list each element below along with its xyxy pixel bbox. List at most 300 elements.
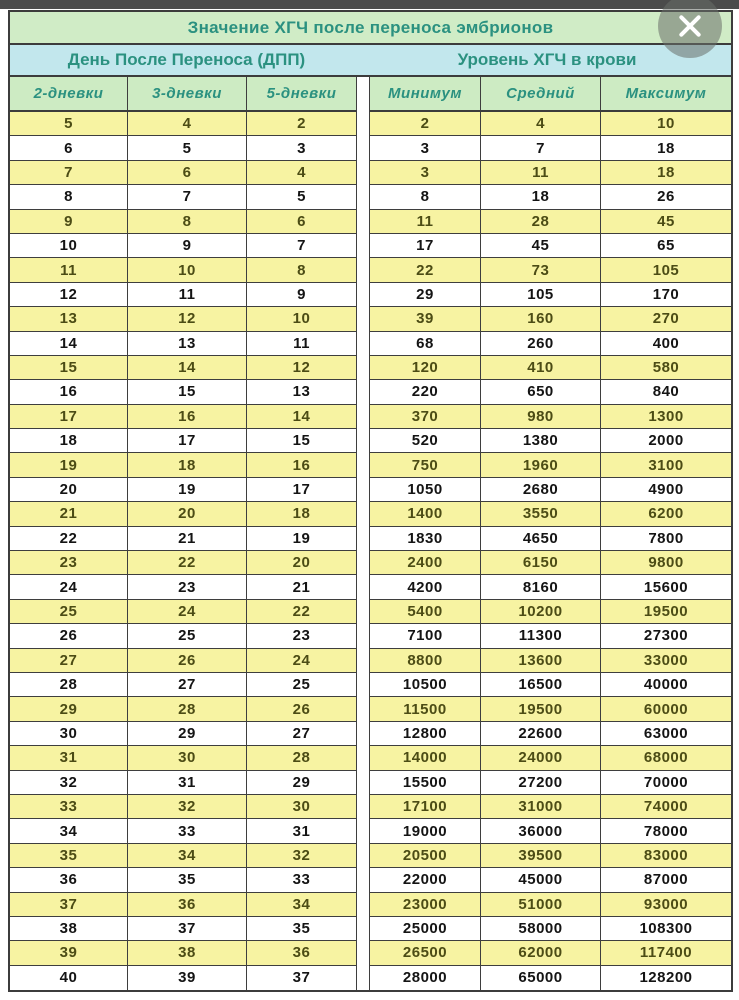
column-gap: [357, 917, 369, 941]
table-row-cell: 21: [247, 575, 357, 599]
table-row-cell: 10: [601, 112, 731, 136]
table-row: [10, 527, 731, 551]
table-row-cell: 18: [601, 161, 731, 185]
column-gap: [357, 819, 369, 843]
column-gap: [357, 332, 369, 356]
table-row-cell: 83000: [601, 844, 731, 868]
table-row-cell: 58000: [481, 917, 601, 941]
table-row-cell: 26500: [369, 941, 481, 965]
table-row-cell: 34: [128, 844, 247, 868]
column-gap: [357, 771, 369, 795]
table-row-cell: 36: [247, 941, 357, 965]
table-row-cell: 13: [247, 380, 357, 404]
table-row-cell: 5400: [369, 600, 481, 624]
table-row-cell: 6: [128, 161, 247, 185]
table-row-cell: 19: [247, 527, 357, 551]
table-row-cell: 16: [128, 405, 247, 429]
table-row-cell: 27: [128, 673, 247, 697]
table-row-cell: 24: [247, 649, 357, 673]
table-row-cell: 8: [10, 185, 128, 209]
table-row-cell: 39: [128, 966, 247, 990]
table-row-cell: 17: [10, 405, 128, 429]
table-row-cell: 68: [369, 332, 481, 356]
table-row-cell: 6200: [601, 502, 731, 526]
column-gap: [357, 136, 369, 160]
column-gap: [357, 649, 369, 673]
table-row-cell: 15600: [601, 575, 731, 599]
table-row-cell: 78000: [601, 819, 731, 843]
table-row-cell: 14: [10, 332, 128, 356]
table-row-cell: 40000: [601, 673, 731, 697]
table-row-cell: 51000: [481, 893, 601, 917]
table-row: [10, 795, 731, 819]
column-gap: [357, 502, 369, 526]
table-row-cell: 22: [369, 258, 481, 282]
column-gap: [357, 941, 369, 965]
table-row-cell: 4: [128, 112, 247, 136]
table-row-cell: 1050: [369, 478, 481, 502]
table-row: [10, 600, 731, 624]
table-row-cell: 38: [10, 917, 128, 941]
column-gap: [357, 844, 369, 868]
table-row-cell: 7: [128, 185, 247, 209]
hcg-table: [8, 10, 733, 992]
table-row: [10, 551, 731, 575]
table-row-cell: 26: [601, 185, 731, 209]
table-row-cell: 21: [10, 502, 128, 526]
table-row: [10, 649, 731, 673]
table-row: [10, 746, 731, 770]
table-row-cell: 39: [10, 941, 128, 965]
table-row-cell: 29: [10, 697, 128, 721]
table-row-cell: 750: [369, 453, 481, 477]
table-row-cell: 1830: [369, 527, 481, 551]
table-row-cell: 30: [247, 795, 357, 819]
column-gap: [357, 307, 369, 331]
table-row-cell: 7800: [601, 527, 731, 551]
column-gap: [357, 624, 369, 648]
table-row: [10, 112, 731, 136]
table-row-cell: 17100: [369, 795, 481, 819]
table-row: [10, 624, 731, 648]
table-row-cell: 4900: [601, 478, 731, 502]
table-row: [10, 453, 731, 477]
table-row-cell: 40: [10, 966, 128, 990]
table-row: [10, 697, 731, 721]
table-row-cell: 5: [247, 185, 357, 209]
table-row-cell: 45000: [481, 868, 601, 892]
table-row-cell: 4650: [481, 527, 601, 551]
table-row-cell: 36: [128, 893, 247, 917]
table-row-cell: 26: [10, 624, 128, 648]
table-row-cell: 220: [369, 380, 481, 404]
table-row-cell: 120: [369, 356, 481, 380]
table-row-cell: 260: [481, 332, 601, 356]
table-row: [10, 210, 731, 234]
table-row-cell: 19: [128, 478, 247, 502]
table-row-cell: 4200: [369, 575, 481, 599]
column-gap: [357, 600, 369, 624]
table-row-cell: 105: [601, 258, 731, 282]
table-row-cell: 9: [247, 283, 357, 307]
column-gap: [357, 697, 369, 721]
table-row-cell: 8800: [369, 649, 481, 673]
table-row-cell: 35: [128, 868, 247, 892]
table-row-cell: 20: [247, 551, 357, 575]
table-row-cell: 2000: [601, 429, 731, 453]
group-header-hcg-level: Уровень ХГЧ в крови: [457, 50, 637, 69]
table-row: [10, 819, 731, 843]
table-row-cell: 27200: [481, 771, 601, 795]
table-row-cell: 1300: [601, 405, 731, 429]
table-row-cell: 1400: [369, 502, 481, 526]
table-row-cell: 17: [128, 429, 247, 453]
table-row-cell: 980: [481, 405, 601, 429]
table-row-cell: 108300: [601, 917, 731, 941]
table-row-cell: 13600: [481, 649, 601, 673]
table-row: [10, 136, 731, 160]
table-row-cell: 16: [247, 453, 357, 477]
table-row-cell: 13: [10, 307, 128, 331]
table-row: [10, 868, 731, 892]
table-row-cell: 33: [10, 795, 128, 819]
table-row-cell: 20500: [369, 844, 481, 868]
column-gap: [357, 795, 369, 819]
table-row-cell: 6: [247, 210, 357, 234]
table-row-cell: 73: [481, 258, 601, 282]
table-row-cell: 2680: [481, 478, 601, 502]
table-row: [10, 893, 731, 917]
table-row-cell: 27300: [601, 624, 731, 648]
table-row-cell: 29: [128, 722, 247, 746]
table-row-cell: 10500: [369, 673, 481, 697]
table-row-cell: 33000: [601, 649, 731, 673]
table-row-cell: 18: [601, 136, 731, 160]
table-row-cell: 10: [10, 234, 128, 258]
table-grid: [10, 77, 731, 990]
table-row-cell: 7: [247, 234, 357, 258]
table-row-cell: 270: [601, 307, 731, 331]
table-row-cell: 9: [128, 234, 247, 258]
column-gap: [357, 283, 369, 307]
table-row-cell: 28: [247, 746, 357, 770]
table-row-cell: 29: [247, 771, 357, 795]
table-row-cell: 117400: [601, 941, 731, 965]
table-row-cell: 11: [128, 283, 247, 307]
table-row: [10, 844, 731, 868]
column-gap: [357, 673, 369, 697]
table-row: [10, 307, 731, 331]
table-row-cell: 36000: [481, 819, 601, 843]
table-row-cell: 2: [369, 112, 481, 136]
table-row-cell: 60000: [601, 697, 731, 721]
table-row-cell: 19500: [481, 697, 601, 721]
table-row-cell: 13: [128, 332, 247, 356]
table-row-cell: 25: [247, 673, 357, 697]
table-row-cell: 24000: [481, 746, 601, 770]
table-row-cell: 11: [247, 332, 357, 356]
table-row-cell: 400: [601, 332, 731, 356]
column-gap: [357, 234, 369, 258]
table-row-cell: 45: [481, 234, 601, 258]
column-header-cell: 2-дневки: [10, 77, 128, 112]
table-row-cell: 30: [10, 722, 128, 746]
column-header-cell: Средний: [481, 77, 601, 112]
table-row-cell: 37: [128, 917, 247, 941]
table-row-cell: 93000: [601, 893, 731, 917]
table-row-cell: 2: [247, 112, 357, 136]
table-row-cell: 20: [128, 502, 247, 526]
table-row-cell: 25: [128, 624, 247, 648]
column-gap: [357, 527, 369, 551]
table-row-cell: 34: [247, 893, 357, 917]
column-gap: [357, 356, 369, 380]
top-edge-strip: [0, 0, 739, 9]
column-gap: [357, 966, 369, 990]
column-gap: [357, 893, 369, 917]
table-row-cell: 15: [128, 380, 247, 404]
column-gap: [357, 161, 369, 185]
table-row-cell: 31: [10, 746, 128, 770]
table-row: [10, 234, 731, 258]
table-row-cell: 3: [369, 161, 481, 185]
close-icon: [674, 10, 706, 42]
table-row: [10, 356, 731, 380]
table-row-cell: 22600: [481, 722, 601, 746]
table-row-cell: 650: [481, 380, 601, 404]
table-row-cell: 3: [369, 136, 481, 160]
column-gap: [357, 258, 369, 282]
group-header-row: [10, 45, 731, 77]
table-row: [10, 429, 731, 453]
table-row-cell: 74000: [601, 795, 731, 819]
column-gap: [357, 478, 369, 502]
table-row-cell: 37: [10, 893, 128, 917]
table-row-cell: 1960: [481, 453, 601, 477]
column-gap: [357, 453, 369, 477]
table-row-cell: 10: [247, 307, 357, 331]
column-gap: [357, 210, 369, 234]
column-gap: [357, 380, 369, 404]
table-row-cell: 12800: [369, 722, 481, 746]
table-row-cell: 22: [128, 551, 247, 575]
table-row-cell: 28000: [369, 966, 481, 990]
column-gap: [357, 405, 369, 429]
column-header: [10, 77, 731, 112]
table-row-cell: 580: [601, 356, 731, 380]
table-row: [10, 478, 731, 502]
table-row-cell: 7100: [369, 624, 481, 648]
column-gap: [357, 112, 369, 136]
table-row: [10, 283, 731, 307]
column-gap: [357, 868, 369, 892]
table-row-cell: 12: [128, 307, 247, 331]
table-row-cell: 160: [481, 307, 601, 331]
table-row-cell: 23000: [369, 893, 481, 917]
column-header-cell: 5-дневки: [247, 77, 357, 112]
table-row-cell: 9: [10, 210, 128, 234]
group-header-days-after-transfer: День После Переноса (ДПП): [67, 50, 306, 69]
table-row-cell: 31: [128, 771, 247, 795]
table-row-cell: 12: [247, 356, 357, 380]
table-row-cell: 63000: [601, 722, 731, 746]
table-row-cell: 4: [481, 112, 601, 136]
table-row-cell: 8: [369, 185, 481, 209]
table-row-cell: 16: [10, 380, 128, 404]
table-row-cell: 18: [481, 185, 601, 209]
table-row-cell: 15: [247, 429, 357, 453]
column-gap: [357, 575, 369, 599]
table-row-cell: 31: [247, 819, 357, 843]
table-row-cell: 8: [247, 258, 357, 282]
column-gap: [357, 551, 369, 575]
table-row-cell: 128200: [601, 966, 731, 990]
table-row-cell: 26: [128, 649, 247, 673]
table-row-cell: 1380: [481, 429, 601, 453]
table-row-cell: 18: [128, 453, 247, 477]
table-row: [10, 966, 731, 990]
table-row: [10, 161, 731, 185]
table-row-cell: 23: [247, 624, 357, 648]
table-row-cell: 39500: [481, 844, 601, 868]
table-row-cell: 25000: [369, 917, 481, 941]
table-row-cell: 3: [247, 136, 357, 160]
table-row-cell: 25: [10, 600, 128, 624]
column-gap: [357, 746, 369, 770]
table-row-cell: 32: [247, 844, 357, 868]
table-row-cell: 33: [128, 819, 247, 843]
table-row-cell: 14: [247, 405, 357, 429]
table-row-cell: 520: [369, 429, 481, 453]
table-row-cell: 70000: [601, 771, 731, 795]
table-row-cell: 27: [10, 649, 128, 673]
table-row: [10, 917, 731, 941]
table-row-cell: 5: [128, 136, 247, 160]
table-row-cell: 11300: [481, 624, 601, 648]
column-gap: [357, 77, 369, 112]
column-gap: [357, 722, 369, 746]
table-row-cell: 37: [247, 966, 357, 990]
table-row-cell: 15: [10, 356, 128, 380]
table-row-cell: 38: [128, 941, 247, 965]
table-row-cell: 30: [128, 746, 247, 770]
table-row-cell: 3550: [481, 502, 601, 526]
table-row-cell: 19: [10, 453, 128, 477]
column-header-cell: 3-дневки: [128, 77, 247, 112]
table-row-cell: 11: [10, 258, 128, 282]
table-row: [10, 941, 731, 965]
table-row: [10, 575, 731, 599]
table-title: Значение ХГЧ после переноса эмбрионов: [10, 12, 731, 45]
table-row-cell: 12: [10, 283, 128, 307]
table-row-cell: 5: [10, 112, 128, 136]
table-row: [10, 502, 731, 526]
table-row-cell: 68000: [601, 746, 731, 770]
table-row-cell: 65000: [481, 966, 601, 990]
table-row-cell: 4: [247, 161, 357, 185]
table-row-cell: 3100: [601, 453, 731, 477]
table-row-cell: 14: [128, 356, 247, 380]
column-gap: [357, 429, 369, 453]
table-row-cell: 34: [10, 819, 128, 843]
table-row-cell: 35: [247, 917, 357, 941]
table-row-cell: 105: [481, 283, 601, 307]
table-row: [10, 673, 731, 697]
table-row-cell: 62000: [481, 941, 601, 965]
table-row-cell: 36: [10, 868, 128, 892]
table-row-cell: 31000: [481, 795, 601, 819]
table-row: [10, 332, 731, 356]
table-row-cell: 24: [128, 600, 247, 624]
table-row-cell: 32: [128, 795, 247, 819]
table-row-cell: 2400: [369, 551, 481, 575]
table-row-cell: 11500: [369, 697, 481, 721]
table-row-cell: 840: [601, 380, 731, 404]
table-row: [10, 771, 731, 795]
table-row-cell: 10: [128, 258, 247, 282]
table-row-cell: 28: [10, 673, 128, 697]
table-row-cell: 27: [247, 722, 357, 746]
table-row-cell: 11: [481, 161, 601, 185]
table-row-cell: 16500: [481, 673, 601, 697]
table-row-cell: 7: [10, 161, 128, 185]
table-row-cell: 24: [10, 575, 128, 599]
table-row: [10, 258, 731, 282]
table-row-cell: 6150: [481, 551, 601, 575]
table-row-cell: 39: [369, 307, 481, 331]
table-row-cell: 17: [369, 234, 481, 258]
table-row-cell: 8160: [481, 575, 601, 599]
column-header-cell: Максимум: [601, 77, 731, 112]
table-row-cell: 17: [247, 478, 357, 502]
table-row-cell: 32: [10, 771, 128, 795]
table-row-cell: 11: [369, 210, 481, 234]
table-row-cell: 10200: [481, 600, 601, 624]
column-header-cell: Минимум: [369, 77, 481, 112]
table-row: [10, 380, 731, 404]
table-row-cell: 19500: [601, 600, 731, 624]
table-row: [10, 722, 731, 746]
table-row-cell: 23: [128, 575, 247, 599]
table-row-cell: 35: [10, 844, 128, 868]
table-row-cell: 22000: [369, 868, 481, 892]
table-row-cell: 26: [247, 697, 357, 721]
table-row-cell: 22: [247, 600, 357, 624]
table-row-cell: 9800: [601, 551, 731, 575]
table-row-cell: 29: [369, 283, 481, 307]
table-row-cell: 45: [601, 210, 731, 234]
table-row-cell: 7: [481, 136, 601, 160]
table-row: [10, 185, 731, 209]
table-row-cell: 20: [10, 478, 128, 502]
table-row: [10, 405, 731, 429]
table-row-cell: 23: [10, 551, 128, 575]
table-row-cell: 18: [10, 429, 128, 453]
table-row-cell: 370: [369, 405, 481, 429]
table-row-cell: 28: [481, 210, 601, 234]
table-row-cell: 65: [601, 234, 731, 258]
table-row-cell: 28: [128, 697, 247, 721]
table-row-cell: 21: [128, 527, 247, 551]
table-row-cell: 170: [601, 283, 731, 307]
table-row-cell: 22: [10, 527, 128, 551]
table-row-cell: 19000: [369, 819, 481, 843]
table-row-cell: 33: [247, 868, 357, 892]
table-row-cell: 8: [128, 210, 247, 234]
table-row-cell: 6: [10, 136, 128, 160]
table-row-cell: 15500: [369, 771, 481, 795]
column-gap: [357, 185, 369, 209]
